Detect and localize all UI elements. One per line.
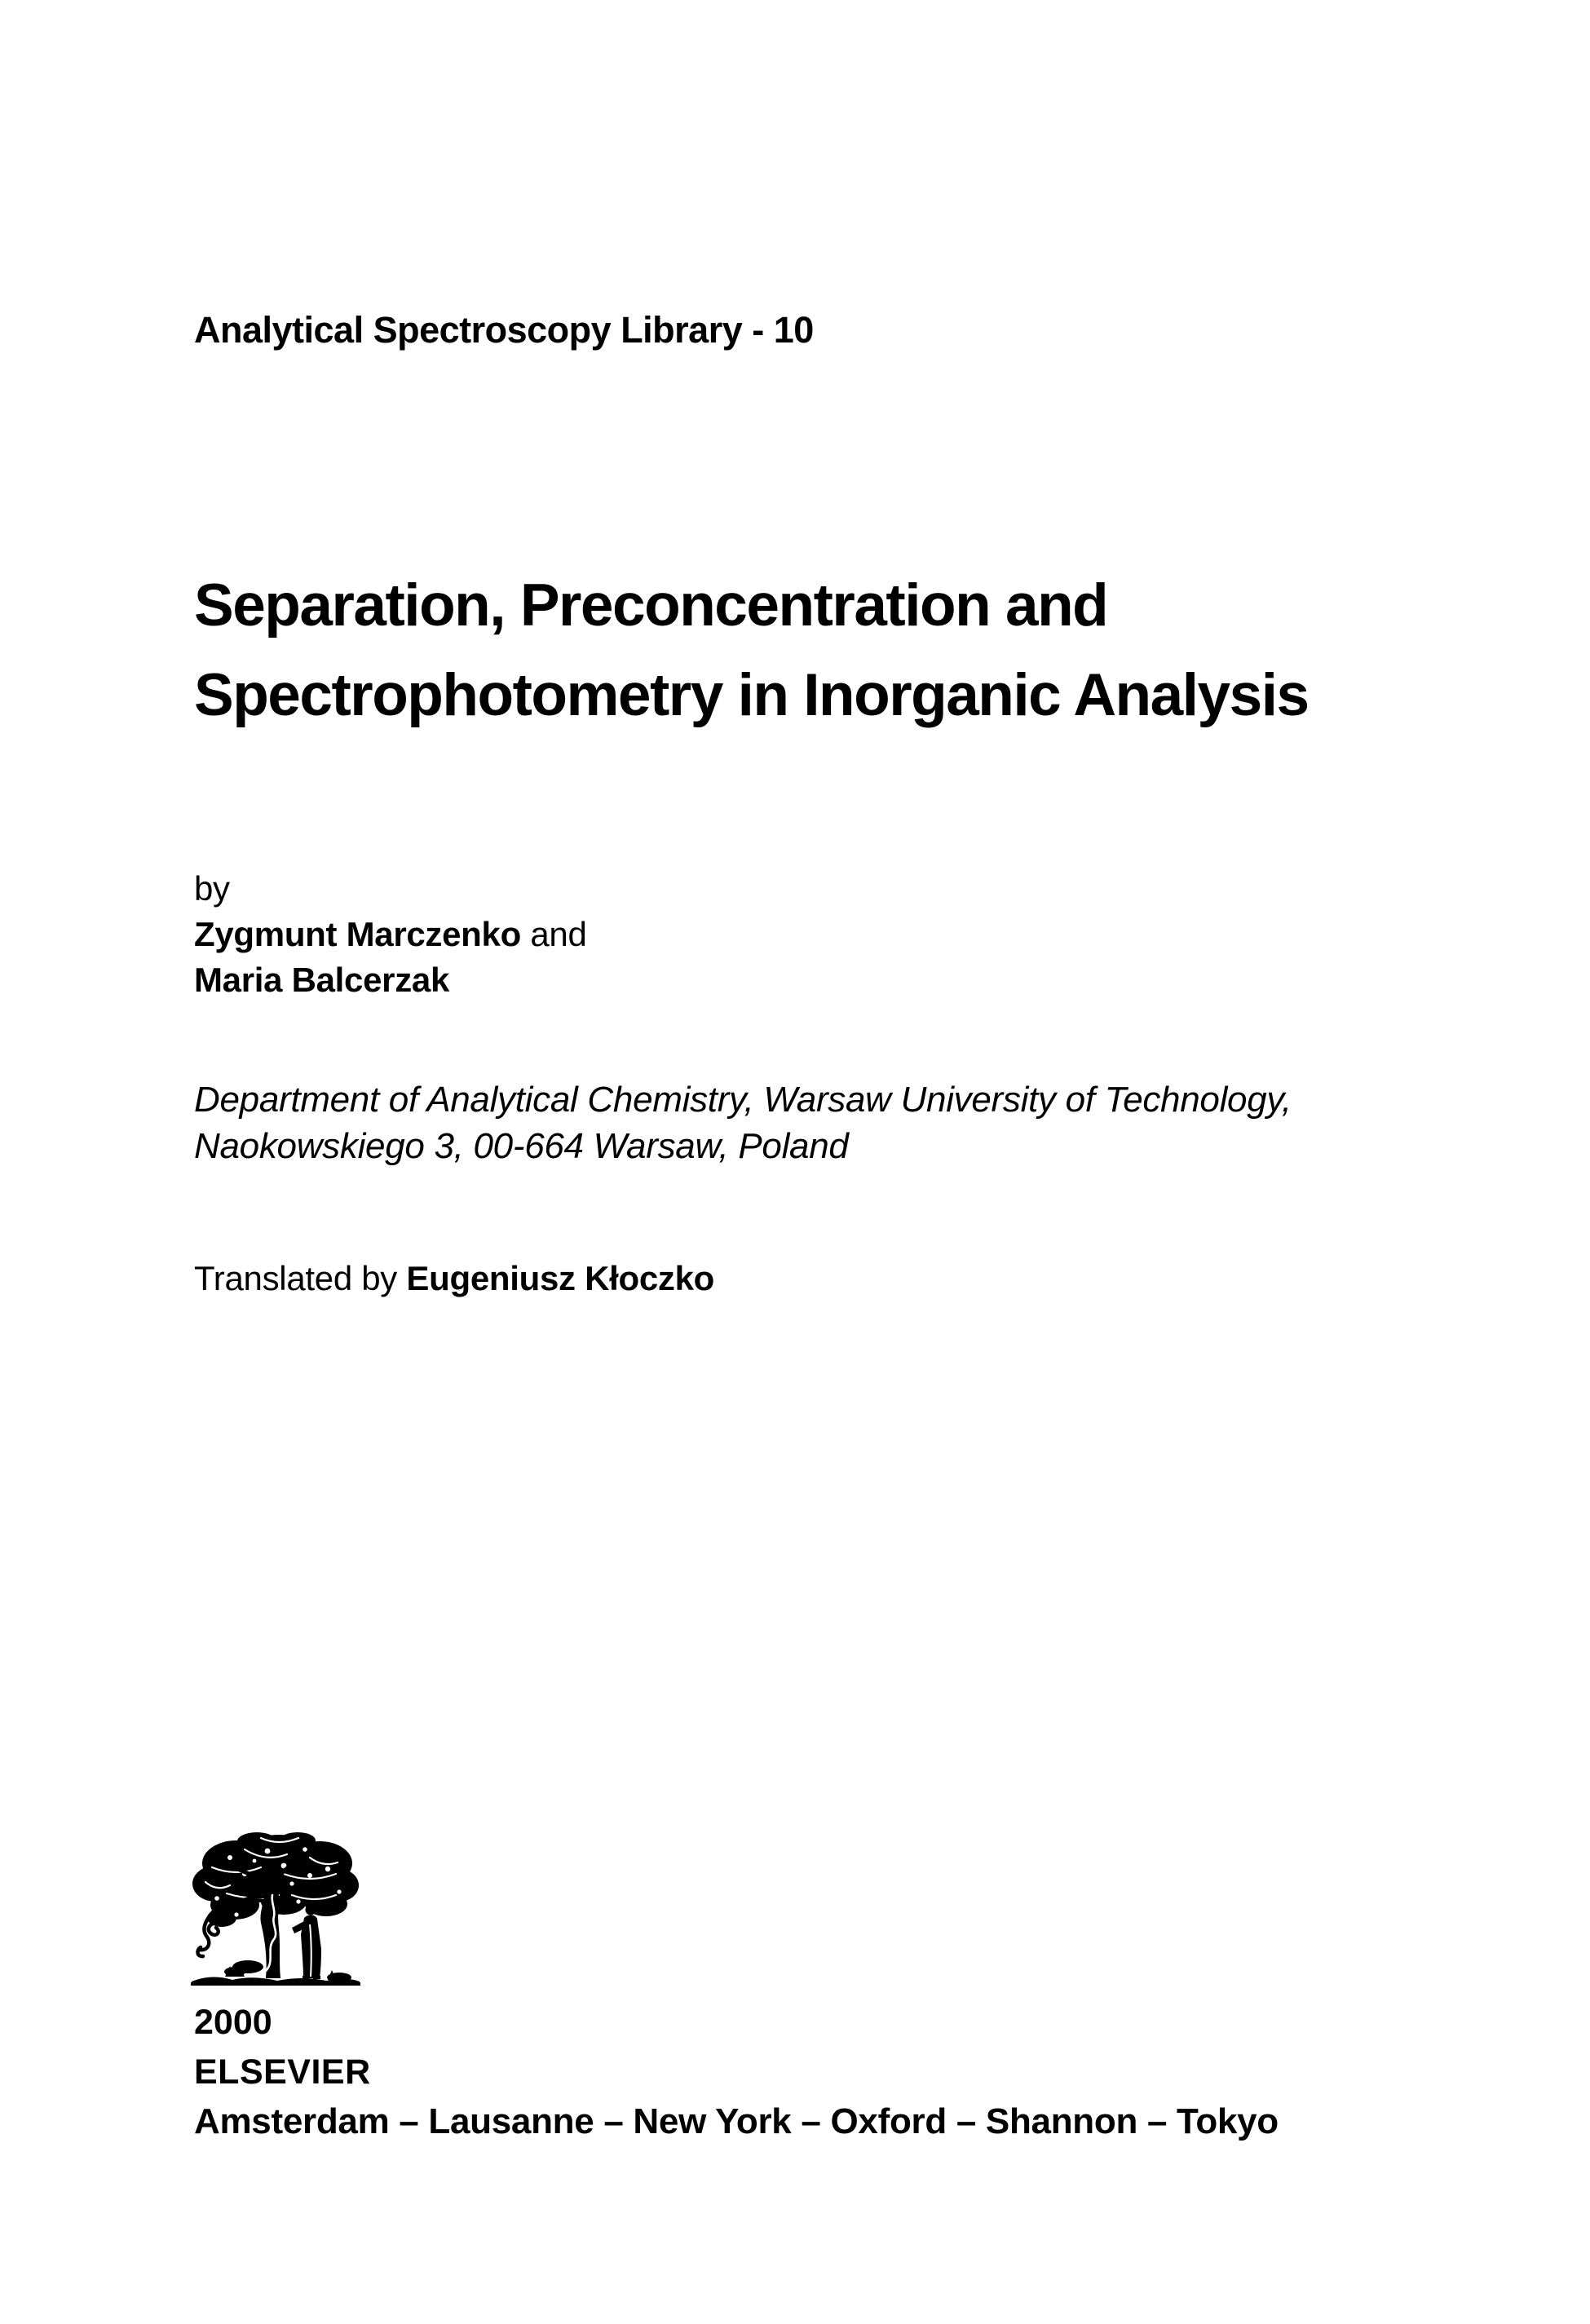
byline-prefix: by xyxy=(194,869,230,908)
translator-name: Eugeniusz Kłoczko xyxy=(406,1259,715,1297)
author-1: Zygmunt Marczenko xyxy=(194,915,521,953)
affiliation-line-2: Naokowskiego 3, 00-664 Warsaw, Poland xyxy=(194,1126,849,1166)
byline xyxy=(194,866,587,1003)
title-line-1: Separation, Preconcentration and xyxy=(194,572,1108,638)
affiliation xyxy=(194,1076,1292,1169)
translation-prefix: Translated by xyxy=(194,1259,398,1297)
affiliation-line-1: Department of Analytical Chemistry, Warsaw University of Technology, xyxy=(194,1080,1292,1120)
publisher-cities: Amsterdam – Lausanne – New York – Oxford – Shannon – Tokyo xyxy=(194,2101,1279,2141)
book-title xyxy=(194,561,1309,740)
title-line-2: Spectrophotometry in Inorganic Analysis xyxy=(194,662,1309,728)
byline-author-1-row xyxy=(194,912,587,957)
series-line: Analytical Spectroscopy Library - 10 xyxy=(194,309,814,351)
publisher-name: ELSEVIER xyxy=(194,2052,371,2092)
elsevier-tree-logo xyxy=(188,1827,363,1990)
author-2: Maria Balcerzak xyxy=(194,961,450,999)
translation-credit xyxy=(194,1257,714,1301)
byline-conjunction: and xyxy=(530,915,587,953)
publication-year: 2000 xyxy=(194,2003,272,2042)
